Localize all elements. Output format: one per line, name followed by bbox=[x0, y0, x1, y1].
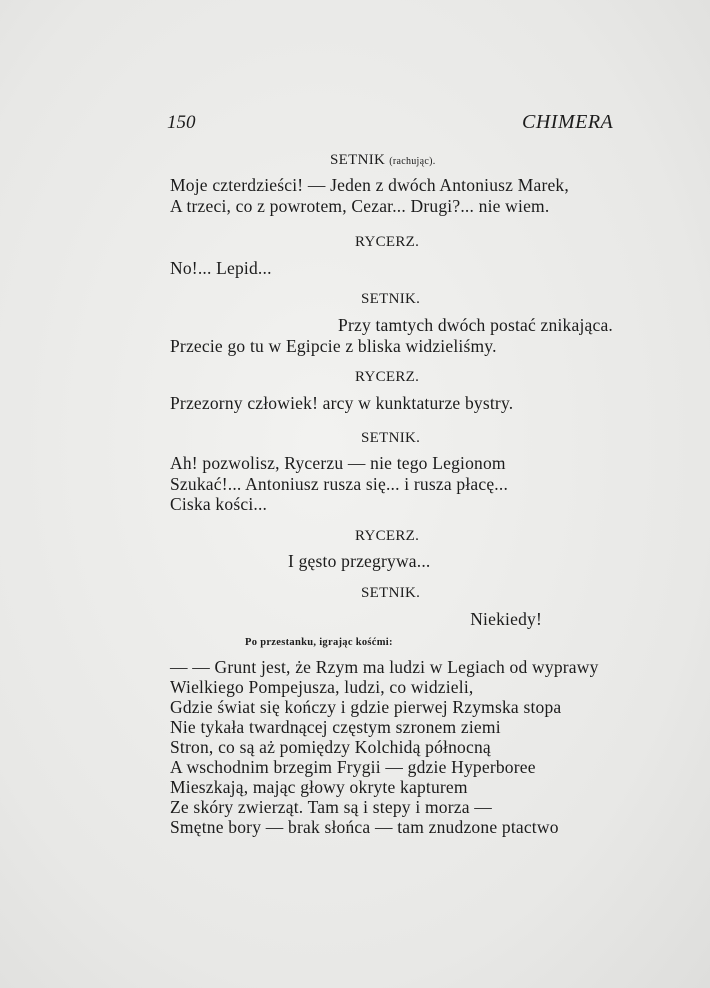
verse-line: Przezorny człowiek! arcy w kunktaturze bystry. bbox=[170, 393, 514, 413]
speaker-name: SETNIK. bbox=[361, 585, 421, 601]
speaker-note: (rachując). bbox=[389, 156, 436, 167]
verse-line: A trzeci, co z powrotem, Cezar... Drugi?... nie wiem. bbox=[170, 196, 550, 216]
verse-line: Moje czterdzieści! — Jeden z dwóch Antoniusz Marek, bbox=[170, 175, 569, 195]
verse-line: Mieszkają, mając głowy okryte kapturem bbox=[170, 777, 468, 797]
verse-line: No!... Lepid... bbox=[170, 258, 272, 278]
speaker-name: SETNIK. bbox=[361, 291, 421, 307]
speaker-name: RYCERZ. bbox=[355, 234, 420, 250]
verse-line: A wschodnim brzegim Frygii — gdzie Hyperboree bbox=[170, 757, 536, 777]
verse-line: Nie tykała twardnącej częstym szronem ziemi bbox=[170, 717, 501, 737]
verse-line: Gdzie świat się kończy i gdzie pierwej Rzymska stopa bbox=[170, 697, 562, 717]
verse-line: Stron, co są aż pomiędzy Kolchidą północną bbox=[170, 737, 491, 757]
speaker-heading bbox=[330, 152, 436, 169]
speaker-name: SETNIK bbox=[330, 152, 386, 168]
verse-line: Smętne bory — brak słońca — tam znudzone ptactwo bbox=[170, 817, 559, 837]
speaker-name: RYCERZ. bbox=[355, 528, 420, 544]
page-number: 150 bbox=[167, 112, 196, 133]
running-title: CHIMERA bbox=[522, 111, 614, 133]
verse-line: — — Grunt jest, że Rzym ma ludzi w Legiach od wyprawy bbox=[170, 657, 599, 677]
verse-line: Ciska kości... bbox=[170, 494, 268, 514]
verse-line: I gęsto przegrywa... bbox=[288, 551, 431, 571]
stage-direction: Po przestanku, igrając kośćmi: bbox=[245, 637, 393, 648]
speaker-name: SETNIK. bbox=[361, 430, 421, 446]
verse-line: Niekiedy! bbox=[470, 609, 542, 629]
verse-line: Wielkiego Pompejusza, ludzi, co widzieli, bbox=[170, 677, 474, 697]
verse-line: Przecie go tu w Egipcie z bliska widzieliśmy. bbox=[170, 336, 497, 356]
verse-line: Ze skóry zwierząt. Tam są i stepy i morza — bbox=[170, 797, 492, 817]
verse-line: Szukać!... Antoniusz rusza się... i rusza płacę... bbox=[170, 474, 509, 494]
verse-line: Przy tamtych dwóch postać znikająca. bbox=[338, 315, 613, 335]
speaker-name: RYCERZ. bbox=[355, 369, 420, 385]
verse-line: Ah! pozwolisz, Rycerzu — nie tego Legionom bbox=[170, 453, 506, 473]
